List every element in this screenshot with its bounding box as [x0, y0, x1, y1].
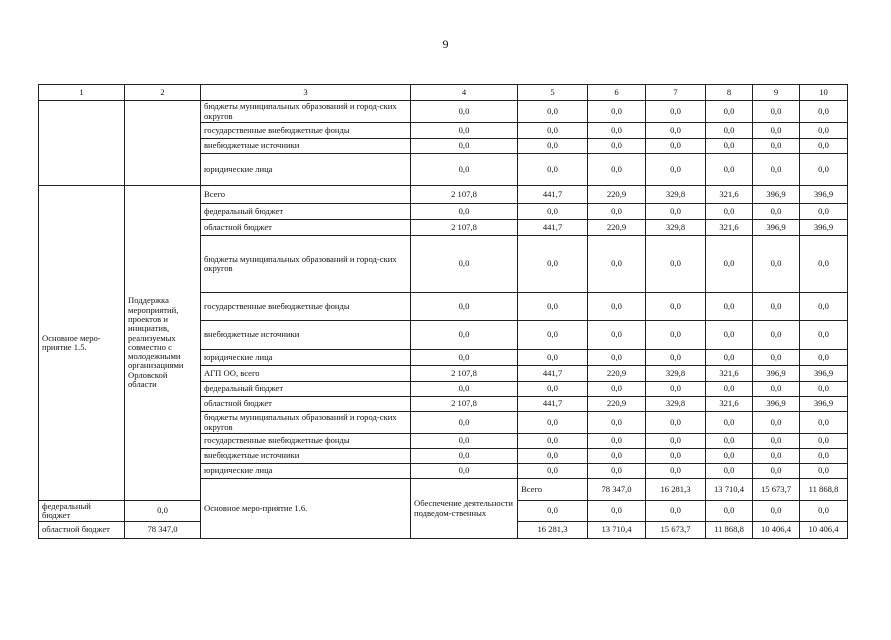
value-cell: 0,0 — [753, 293, 800, 321]
value-cell: 0,0 — [753, 204, 800, 220]
value-cell: 0,0 — [646, 236, 706, 293]
value-cell: 15 673,7 — [646, 522, 706, 539]
table-row — [39, 186, 848, 204]
value-cell: 0,0 — [588, 293, 646, 321]
value-cell: 321,6 — [706, 220, 753, 236]
value-cell: 0,0 — [706, 321, 753, 350]
value-cell: 0,0 — [518, 434, 588, 449]
value-cell: 0,0 — [588, 434, 646, 449]
value-cell: 13 710,4 — [706, 479, 753, 501]
value-cell: 0,0 — [706, 500, 753, 522]
header-cell: 1 — [39, 85, 125, 101]
value-cell: 0,0 — [800, 412, 848, 434]
description-cell-empty — [125, 101, 201, 186]
value-cell: 329,8 — [646, 220, 706, 236]
value-cell: 0,0 — [518, 101, 588, 123]
measure-code: Основное меро-приятие 1.6. — [201, 479, 411, 539]
value-cell: 0,0 — [411, 382, 518, 397]
source-label: федеральный бюджет — [201, 204, 411, 220]
value-cell: 0,0 — [646, 321, 706, 350]
value-cell: 0,0 — [706, 449, 753, 464]
value-cell: 0,0 — [646, 350, 706, 366]
value-cell: 0,0 — [518, 236, 588, 293]
source-label: федеральный бюджет — [39, 500, 125, 522]
value-cell: 0,0 — [706, 382, 753, 397]
value-cell: 0,0 — [753, 382, 800, 397]
value-cell: 0,0 — [646, 449, 706, 464]
header-cell: 2 — [125, 85, 201, 101]
value-cell: 0,0 — [518, 123, 588, 139]
value-cell: 0,0 — [411, 204, 518, 220]
value-cell: 0,0 — [411, 123, 518, 139]
value-cell: 0,0 — [588, 321, 646, 350]
value-cell: 0,0 — [125, 500, 201, 522]
value-cell: 0,0 — [518, 204, 588, 220]
measure-cell-empty — [39, 101, 125, 186]
value-cell: 329,8 — [646, 397, 706, 412]
value-cell: 0,0 — [706, 434, 753, 449]
value-cell: 0,0 — [588, 464, 646, 479]
value-cell: 0,0 — [706, 154, 753, 186]
source-label: юридические лица — [201, 350, 411, 366]
value-cell: 0,0 — [800, 434, 848, 449]
value-cell: 2 107,8 — [411, 366, 518, 382]
value-cell: 329,8 — [646, 366, 706, 382]
value-cell: 78 347,0 — [588, 479, 646, 501]
header-cell: 7 — [646, 85, 706, 101]
value-cell: 0,0 — [588, 449, 646, 464]
value-cell: 0,0 — [411, 412, 518, 434]
value-cell: 2 107,8 — [411, 220, 518, 236]
value-cell: 321,6 — [706, 186, 753, 204]
value-cell: 0,0 — [753, 500, 800, 522]
value-cell: 441,7 — [518, 220, 588, 236]
value-cell: 396,9 — [753, 186, 800, 204]
value-cell: 0,0 — [518, 139, 588, 154]
value-cell: 0,0 — [646, 464, 706, 479]
value-cell: 0,0 — [646, 123, 706, 139]
value-cell: 0,0 — [518, 293, 588, 321]
source-label: внебюджетные источники — [201, 449, 411, 464]
value-cell: 329,8 — [646, 186, 706, 204]
value-cell: 0,0 — [518, 500, 588, 522]
value-cell: 396,9 — [753, 220, 800, 236]
value-cell: 2 107,8 — [411, 186, 518, 204]
value-cell: 0,0 — [706, 236, 753, 293]
value-cell: 220,9 — [588, 366, 646, 382]
value-cell: 0,0 — [411, 449, 518, 464]
value-cell: 396,9 — [800, 220, 848, 236]
source-label: АГП ОО, всего — [201, 366, 411, 382]
value-cell: 0,0 — [518, 464, 588, 479]
value-cell: 11 868,8 — [706, 522, 753, 539]
source-label: Всего — [518, 479, 588, 501]
value-cell: 396,9 — [753, 366, 800, 382]
value-cell: 0,0 — [588, 382, 646, 397]
value-cell: 321,6 — [706, 397, 753, 412]
value-cell: 16 281,3 — [518, 522, 588, 539]
source-label: бюджеты муниципальных образований и город-ских округов — [201, 101, 411, 123]
header-cell: 8 — [706, 85, 753, 101]
value-cell: 0,0 — [646, 139, 706, 154]
value-cell: 0,0 — [800, 139, 848, 154]
measure-code: Основное меро-приятие 1.5. — [39, 186, 125, 501]
source-label: бюджеты муниципальных образований и город-ских округов — [201, 236, 411, 293]
value-cell: 0,0 — [411, 434, 518, 449]
value-cell: 441,7 — [518, 366, 588, 382]
value-cell: 0,0 — [706, 139, 753, 154]
value-cell: 0,0 — [753, 101, 800, 123]
value-cell: 0,0 — [646, 434, 706, 449]
value-cell: 220,9 — [588, 186, 646, 204]
value-cell: 0,0 — [753, 139, 800, 154]
header-cell: 6 — [588, 85, 646, 101]
header-cell: 3 — [201, 85, 411, 101]
value-cell: 0,0 — [588, 350, 646, 366]
value-cell: 10 406,4 — [753, 522, 800, 539]
value-cell: 0,0 — [753, 464, 800, 479]
value-cell: 0,0 — [646, 204, 706, 220]
source-label: государственные внебюджетные фонды — [201, 123, 411, 139]
value-cell: 0,0 — [588, 123, 646, 139]
header-row — [39, 85, 848, 101]
value-cell: 0,0 — [518, 154, 588, 186]
value-cell: 396,9 — [800, 186, 848, 204]
value-cell: 0,0 — [518, 412, 588, 434]
value-cell: 0,0 — [800, 321, 848, 350]
source-label: внебюджетные источники — [201, 139, 411, 154]
value-cell: 396,9 — [800, 366, 848, 382]
value-cell: 0,0 — [706, 412, 753, 434]
value-cell: 0,0 — [800, 500, 848, 522]
value-cell: 441,7 — [518, 186, 588, 204]
value-cell: 0,0 — [706, 101, 753, 123]
value-cell: 0,0 — [411, 321, 518, 350]
value-cell: 220,9 — [588, 220, 646, 236]
value-cell: 0,0 — [411, 101, 518, 123]
value-cell: 15 673,7 — [753, 479, 800, 501]
value-cell: 0,0 — [706, 350, 753, 366]
source-label: Всего — [201, 186, 411, 204]
value-cell: 0,0 — [753, 412, 800, 434]
value-cell: 16 281,3 — [646, 479, 706, 501]
value-cell: 0,0 — [588, 412, 646, 434]
value-cell: 0,0 — [800, 449, 848, 464]
header-cell: 5 — [518, 85, 588, 101]
value-cell: 0,0 — [411, 350, 518, 366]
value-cell: 78 347,0 — [125, 522, 201, 539]
measure-description: Обеспечение деятельности подведом-ственных — [411, 479, 518, 539]
value-cell: 0,0 — [588, 139, 646, 154]
value-cell: 0,0 — [800, 293, 848, 321]
value-cell: 0,0 — [753, 449, 800, 464]
value-cell: 0,0 — [588, 500, 646, 522]
source-label: юридические лица — [201, 464, 411, 479]
value-cell: 0,0 — [411, 293, 518, 321]
value-cell: 441,7 — [518, 397, 588, 412]
value-cell: 0,0 — [753, 236, 800, 293]
value-cell: 0,0 — [753, 434, 800, 449]
measure-description: Поддержка мероприятий, проектов и инициатив, реализуемых совместно с молодежными организациями Орловской области — [125, 186, 201, 501]
value-cell: 0,0 — [800, 382, 848, 397]
value-cell: 0,0 — [588, 204, 646, 220]
value-cell: 0,0 — [518, 449, 588, 464]
table-row — [39, 101, 848, 123]
value-cell: 0,0 — [646, 101, 706, 123]
header-cell: 10 — [800, 85, 848, 101]
source-label: внебюджетные источники — [201, 321, 411, 350]
value-cell: 0,0 — [411, 154, 518, 186]
value-cell: 0,0 — [706, 293, 753, 321]
value-cell: 0,0 — [800, 204, 848, 220]
source-label: бюджеты муниципальных образований и город-ских округов — [201, 412, 411, 434]
value-cell: 0,0 — [800, 154, 848, 186]
source-label: областной бюджет — [39, 522, 125, 539]
value-cell: 0,0 — [800, 464, 848, 479]
source-label: федеральный бюджет — [201, 382, 411, 397]
value-cell: 0,0 — [588, 236, 646, 293]
value-cell: 0,0 — [800, 101, 848, 123]
budget-table — [38, 84, 848, 539]
value-cell: 0,0 — [411, 236, 518, 293]
value-cell: 0,0 — [646, 293, 706, 321]
value-cell: 11 868,8 — [800, 479, 848, 501]
value-cell: 0,0 — [411, 464, 518, 479]
value-cell: 0,0 — [706, 204, 753, 220]
source-label: юридические лица — [201, 154, 411, 186]
value-cell: 0,0 — [800, 236, 848, 293]
value-cell: 2 107,8 — [411, 397, 518, 412]
value-cell: 0,0 — [753, 123, 800, 139]
value-cell: 0,0 — [706, 123, 753, 139]
value-cell: 0,0 — [753, 321, 800, 350]
page-number: 9 — [442, 37, 449, 51]
value-cell: 10 406,4 — [800, 522, 848, 539]
value-cell: 0,0 — [646, 154, 706, 186]
header-cell: 4 — [411, 85, 518, 101]
value-cell: 396,9 — [800, 397, 848, 412]
value-cell: 321,6 — [706, 366, 753, 382]
value-cell: 396,9 — [753, 397, 800, 412]
value-cell: 0,0 — [588, 154, 646, 186]
source-label: государственные внебюджетные фонды — [201, 293, 411, 321]
value-cell: 0,0 — [518, 382, 588, 397]
source-label: областной бюджет — [201, 220, 411, 236]
value-cell: 0,0 — [411, 139, 518, 154]
header-cell: 9 — [753, 85, 800, 101]
value-cell: 0,0 — [800, 123, 848, 139]
value-cell: 0,0 — [706, 464, 753, 479]
value-cell: 0,0 — [518, 350, 588, 366]
value-cell: 0,0 — [646, 500, 706, 522]
value-cell: 0,0 — [646, 382, 706, 397]
value-cell: 13 710,4 — [588, 522, 646, 539]
value-cell: 220,9 — [588, 397, 646, 412]
value-cell: 0,0 — [800, 350, 848, 366]
source-label: областной бюджет — [201, 397, 411, 412]
value-cell: 0,0 — [588, 101, 646, 123]
value-cell: 0,0 — [753, 350, 800, 366]
source-label: государственные внебюджетные фонды — [201, 434, 411, 449]
value-cell: 0,0 — [646, 412, 706, 434]
value-cell: 0,0 — [518, 321, 588, 350]
value-cell: 0,0 — [753, 154, 800, 186]
